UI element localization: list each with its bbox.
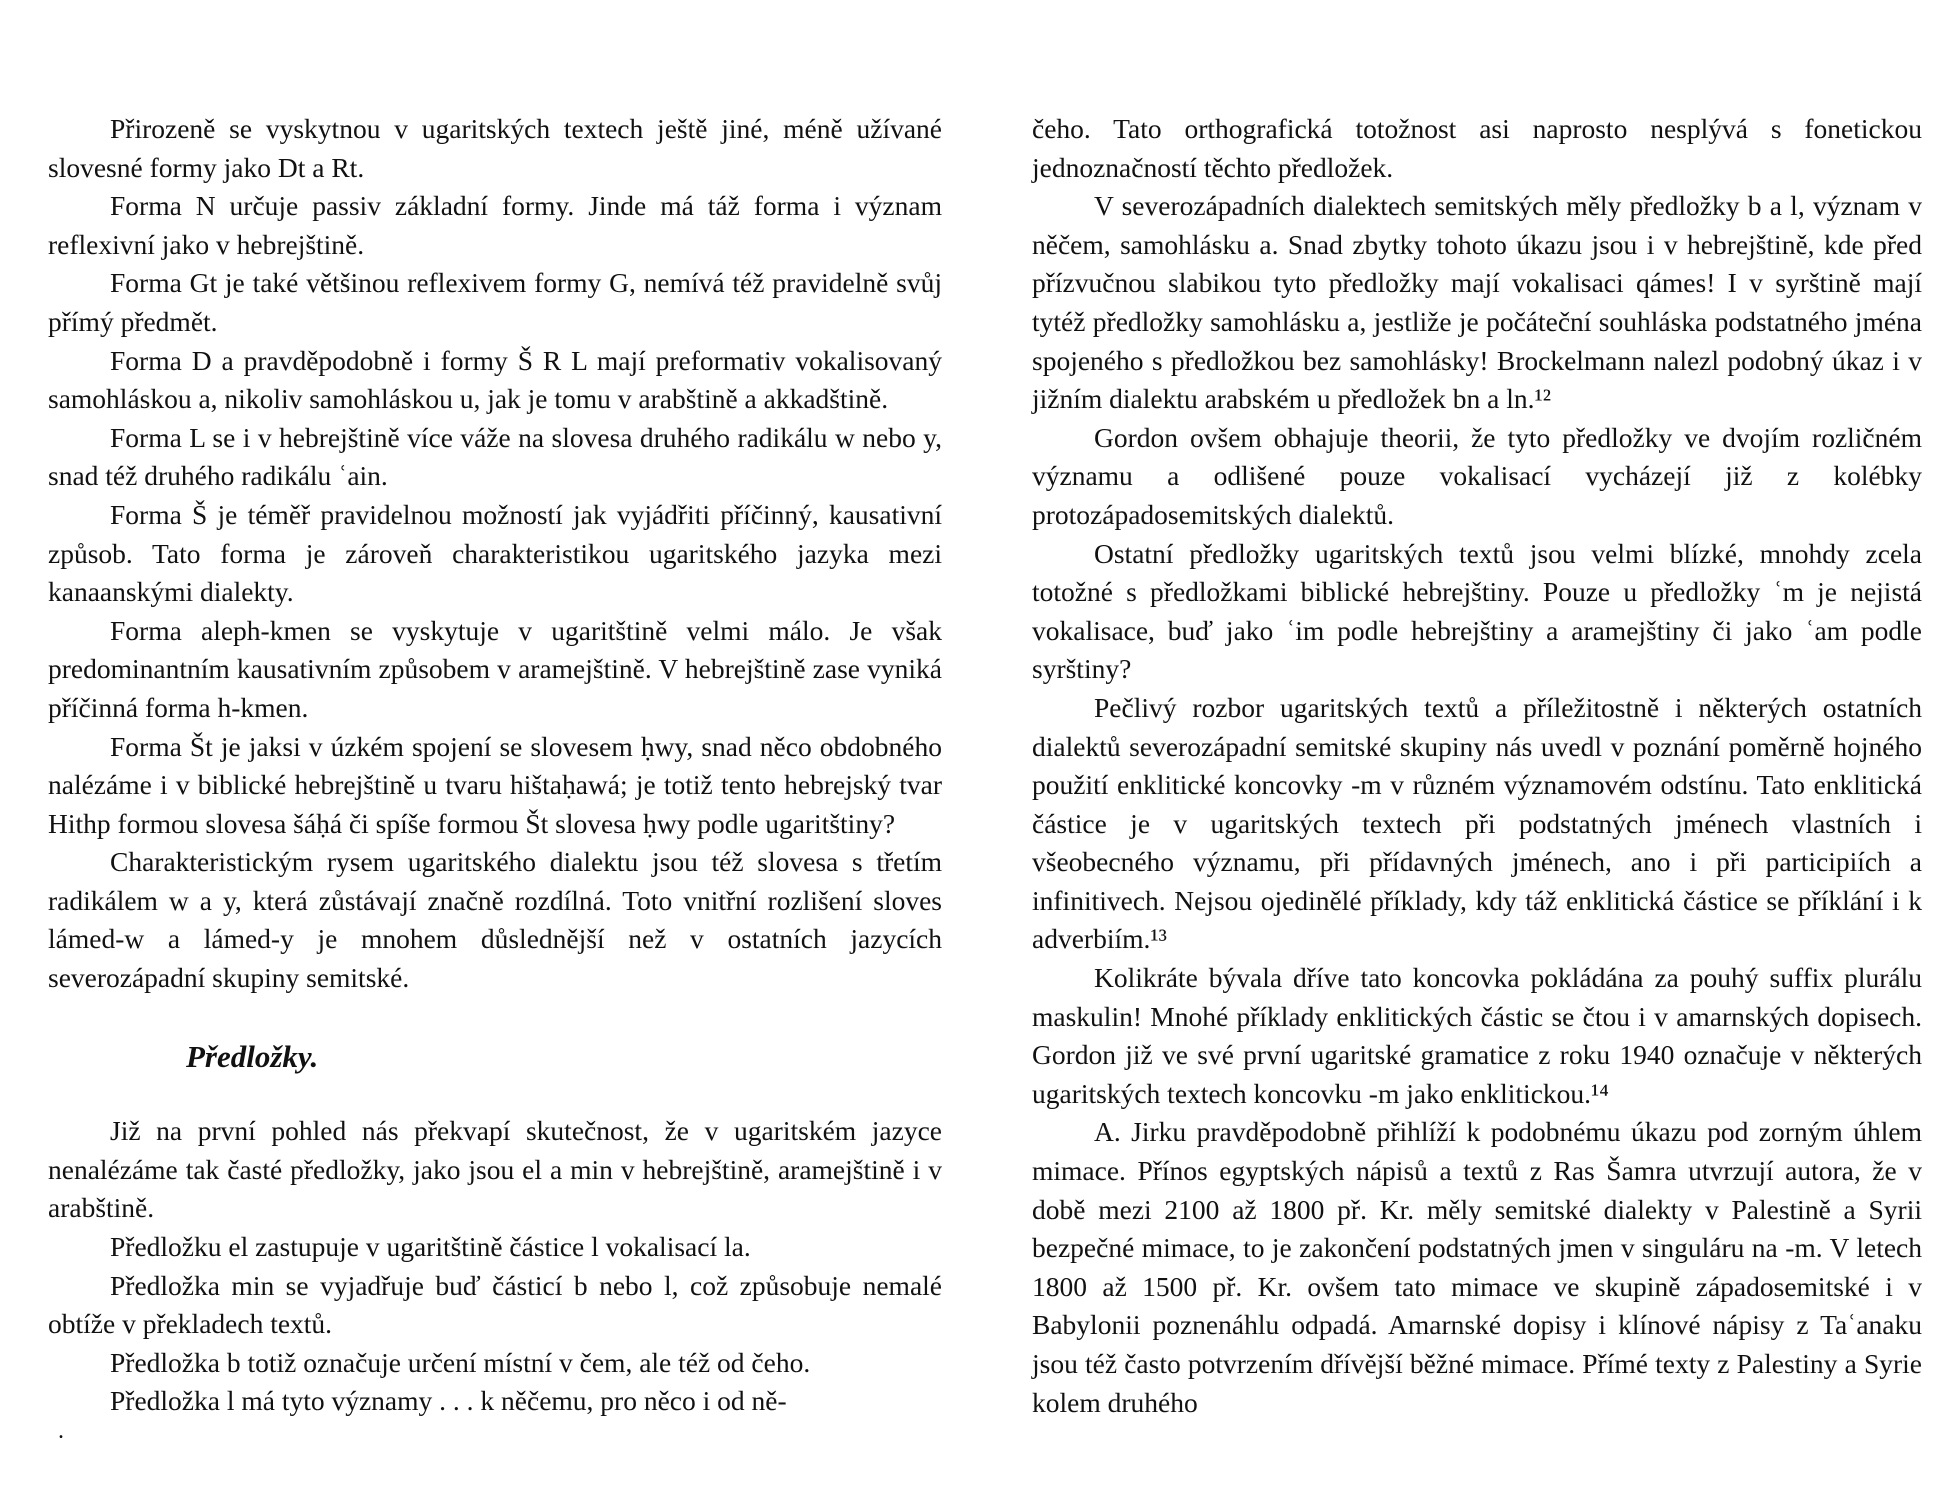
paragraph: Forma Š je téměř pravidelnou možností jak vyjádřiti příčinný, kausativní způsob. Tato forma je zároveň charakteristikou ugaritského jazyka mezi kanaanskými dialekty. (48, 498, 942, 608)
paragraph: Forma N určuje passiv základní formy. Jinde má táž forma i význam reflexivní jako v hebrejštině. (48, 190, 942, 260)
paragraph: Předložka min se vyjadřuje buď částicí b nebo l, což způsobuje nemalé obtíže v překladech textů. (48, 1269, 942, 1340)
paragraph: Kolikráte bývala dříve tato koncovka pokládána za pouhý suffix plurálu maskulin! Mnohé příklady enklitických částic se čtou i v amarnských dopisech. Gordon již ve své první ugaritské gramatice z roku 1940 označuje v některých ugaritských textech koncovku -m jako enklitickou.¹⁴ (1032, 962, 1922, 1109)
paragraph: Předložka l má tyto významy . . . k něčemu, pro něco i od ně- (110, 1385, 787, 1417)
right-page (1032, 110, 1922, 1422)
paragraph: Forma D a pravděpodobně i formy Š R L mají preformativ vokalisovaný samohláskou a, nikoliv samohláskou u, jak je tomu v arabštině a akkadštině. (48, 344, 942, 415)
paragraph: Přirozeně se vyskytnou v ugaritských textech ještě jiné, méně užívané slovesné formy jako Dt a Rt. (48, 113, 942, 183)
paragraph: V severozápadních dialektech semitských měly předložky b a l, význam v něčem, samohlásku a. Snad zbytky tohoto úkazu jsou i v hebrejštině, kde před přízvučnou slabikou tyto předložky mají vokalisaci qámes! I v syrštině mají tytéž předložky samohlásku a, jestliže je počáteční souhláska podstatného jména spojeného s předložkou bez samohlásky! Brockelmann nalezl podobný úkaz i v jižním dialektu arabském u předložek bn a ln.¹² (1032, 190, 1922, 415)
paragraph: Forma aleph-kmen se vyskytuje v ugaritštině velmi málo. Je však predominantním kausativním způsobem v aramejštině. V hebrejštině zase vyniká příčinná forma h-kmen. (48, 614, 942, 723)
paragraph: Předložku el zastupuje v ugaritštině částice l vokalisací la. (110, 1231, 751, 1263)
paragraph: Charakteristickým rysem ugaritského dialektu jsou též slovesa s třetím radikálem w a y, která zůstávají značně rozdílná. Toto vnitřní rozlišení sloves lámed-w a lámed-y je mnohem důslednější než v ostatních jazycích severozápadní skupiny semitské. (48, 846, 942, 994)
paragraph: Předložka b totiž označuje určení místní v čem, ale též od čeho. (110, 1346, 811, 1378)
section-heading: Předložky. (186, 1038, 319, 1074)
paragraph: Již na první pohled nás překvapí skutečnost, že v ugaritském jazyce nenalézáme tak časté předložky, jako jsou el a min v hebrejštině, aramejštině i v arabštině. (48, 1115, 942, 1224)
paragraph: Forma L se i v hebrejštině více váže na slovesa druhého radikálu w nebo y, snad též druhého radikálu ʿain. (48, 421, 942, 492)
paragraph: Ostatní předložky ugaritských textů jsou velmi blízké, mnohdy zcela totožné s předložkami biblické hebrejštiny. Pouze u předložky ʿm je nejistá vokalisace, buď jako ʿim podle hebrejštiny a aramejštiny či jako ʿam podle syrštiny? (1032, 537, 1922, 685)
paragraph: Pečlivý rozbor ugaritských textů a příležitostně i některých ostatních dialektů severozápadní semitské skupiny nás uvedl v poznání poměrně hojného použití enklitické koncovky -m v různém významovém odstínu. Tato enklitická částice je v ugaritských textech při podstatných jménech vlastních i všeobecného významu, při přídavných jménech, ano i při participiích a infinitivech. Nejsou ojedinělé příklady, kdy táž enklitická částice se příklání i k adverbiím.¹³ (1032, 691, 1922, 955)
paragraph-continued: čeho. Tato orthografická totožnost asi naprosto nesplývá s fonetickou jednoznačností těchto předložek. (1032, 113, 1922, 183)
paragraph: Forma Št je jaksi v úzkém spojení se slovesem ḥwy, snad něco obdobného nalézáme i v biblické hebrejštině u tvaru hištaḥawá; je totiž tento hebrejský tvar Hithp formou slovesa šáḥá či spíše formou Št slovesa ḥwy podle ugaritštiny? (48, 730, 942, 839)
paragraph: A. Jirku pravděpodobně přihlíží k podobnému úkazu pod zorným úhlem mimace. Přínos egyptských nápisů a textů z Ras Šamra utvrzují autora, že v době mezi 2100 až 1800 př. Kr. měly semitské dialekty v Palestině a Syrii bezpečné mimace, to je zakončení podstatných jmen v singuláru na -m. V letech 1800 až 1500 př. Kr. ovšem tato mimace ve skupině západosemitské i v Babylonii poznenáhlu odpadá. Amarnské dopisy i klínové nápisy z Taʿanaku jsou též často potvrzením dřívější běžné mimace. Přímé texty z Palestiny a Syrie kolem druhého (1032, 1116, 1922, 1418)
stray-mark: . (58, 1418, 64, 1444)
paragraph: Gordon ovšem obhajuje theorii, že tyto předložky ve dvojím rozličném významu a odlišené pouze vokalisací vycházejí již z kolébky protozápadosemitských dialektů. (1032, 421, 1922, 530)
paragraph: Forma Gt je také většinou reflexivem formy G, nemívá též pravidelně svůj přímý předmět. (48, 267, 942, 337)
left-page (48, 110, 942, 1421)
